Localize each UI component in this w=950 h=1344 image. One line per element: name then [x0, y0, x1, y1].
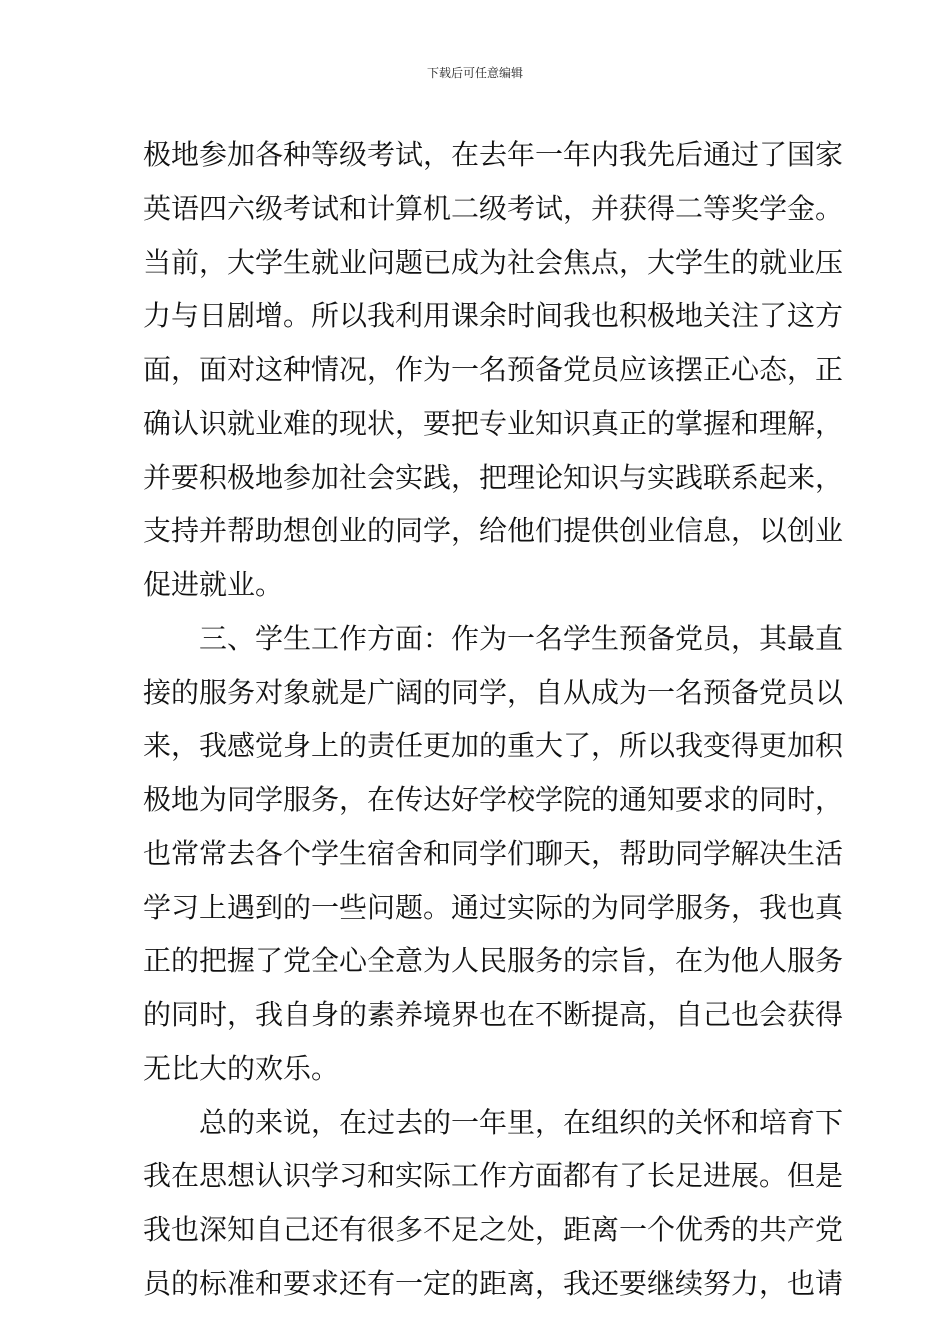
- text-line: 也常常去各个学生宿舍和同学们聊天，帮助同学解决生活: [143, 836, 844, 870]
- text-line: 当前，大学生就业问题已成为社会焦点，大学生的就业压: [143, 245, 844, 279]
- text-line: 无比大的欢乐。: [143, 1051, 340, 1085]
- paragraph-start-line: 总的来说，在过去的一年里，在组织的关怀和培育下: [199, 1105, 844, 1139]
- text-line: 面，面对这种情况，作为一名预备党员应该摆正心态，正: [143, 353, 844, 386]
- text-line: 员的标准和要求还有一定的距离，我还要继续努力，也请: [143, 1266, 844, 1300]
- text-line: 英语四六级考试和计算机二级考试，并获得二等奖学金。: [143, 191, 844, 225]
- text-line: 并要积极地参加社会实践，把理论知识与实践联系起来，: [143, 460, 844, 494]
- body-text: [143, 128, 844, 1311]
- text-line: 接的服务对象就是广阔的同学，自从成为一名预备党员以: [143, 675, 844, 709]
- page-header: 下载后可任意编辑: [426, 66, 523, 80]
- text-line: 确认识就业难的现状，要把专业知识真正的掌握和理解，: [143, 406, 844, 440]
- text-line: 学习上遇到的一些问题。通过实际的为同学服务，我也真: [143, 890, 844, 924]
- text-line: 的同时，我自身的素养境界也在不断提高，自己也会获得: [143, 998, 844, 1031]
- text-line: 我在思想认识学习和实际工作方面都有了长足进展。但是: [143, 1159, 844, 1193]
- paragraph-start-line: 三、学生工作方面：作为一名学生预备党员，其最直: [199, 621, 844, 655]
- text-line: 正的把握了党全心全意为人民服务的宗旨，在为他人服务: [143, 944, 844, 978]
- text-line: 我也深知自己还有很多不足之处，距离一个优秀的共产党: [143, 1213, 844, 1246]
- text-line: 支持并帮助想创业的同学，给他们提供创业信息，以创业: [143, 514, 844, 548]
- text-line: 极地参加各种等级考试，在去年一年内我先后通过了国家: [143, 138, 844, 171]
- text-line: 极地为同学服务，在传达好学校学院的通知要求的同时，: [143, 783, 844, 816]
- text-line: 来，我感觉身上的责任更加的重大了，所以我变得更加积: [143, 729, 844, 763]
- text-line: 促进就业。: [143, 568, 284, 601]
- text-line: 力与日剧增。所以我利用课余时间我也积极地关注了这方: [143, 299, 844, 333]
